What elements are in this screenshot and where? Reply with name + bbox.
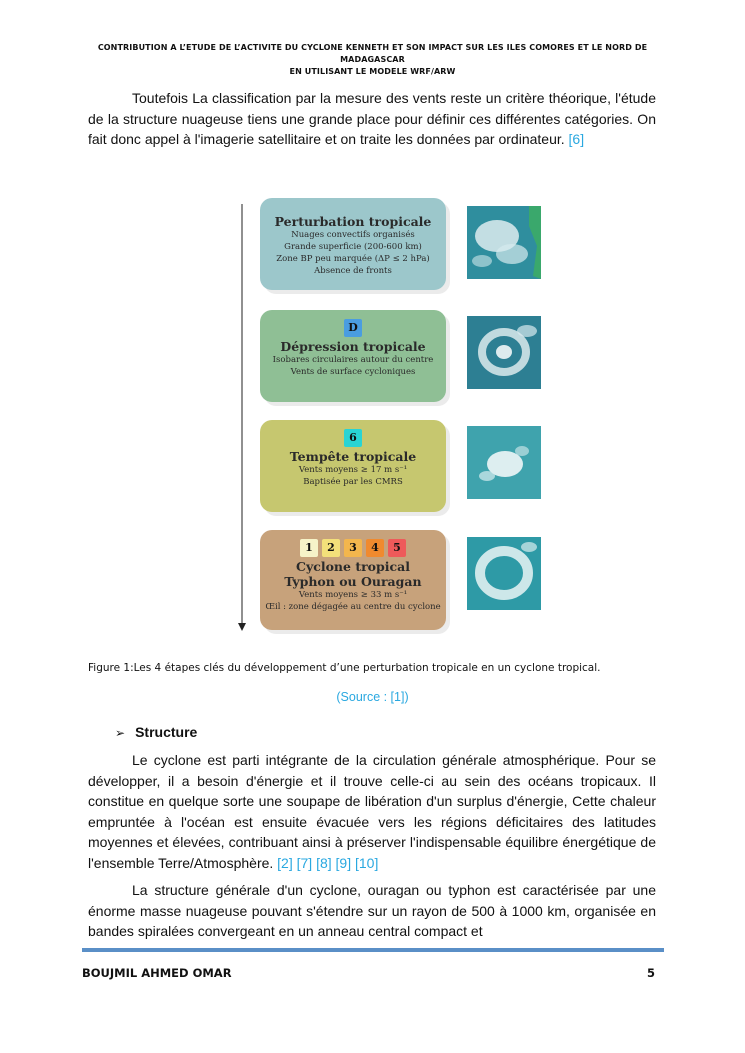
section-heading (115, 724, 197, 740)
satellite-image-cyclone (467, 537, 541, 610)
header-line-1: CONTRIBUTION A L’ETUDE DE L’ACTIVITE DU CYCLONE KENNETH ET SON IMPACT SUR LES ILES COMORES ET LE NORD DE MADAGASCAR (97, 43, 648, 64)
satellite-image-perturbation (467, 206, 541, 279)
satellite-image-tempete (467, 426, 541, 499)
stage-line: Nuages convectifs organisés (291, 230, 415, 240)
stage-title: Tempête tropicale (289, 449, 417, 464)
footer-author: BOUJMIL AHMED OMAR (82, 966, 232, 980)
para1-text: Le cyclone est parti intégrante de la circulation générale atmosphérique. Pour se développer, il a besoin d'énergie et il trouve celle-ci au sein des océans tropicaux. Il constitue en quelque sorte une soupape de libération d'un surplus d'énergie, Cette chaleur empruntée à l'océan est ensuite évacuée vers les régions déficitaires des latitudes moyennes et élevées, contribuant ainsi à préserver l'indispensable équilibre énergétique de l'ensemble Terre/Atmosphère. (88, 752, 656, 871)
stage-card-depression (260, 310, 446, 402)
section-title: Structure (135, 724, 198, 740)
para2-text: La structure générale d'un cyclone, ouragan ou typhon est caractérisée par une énorme masse nuageuse pouvant s'étendre sur un rayon de 500 à 1000 km, organisée en bandes spiralées convergeant en un anneau central compact et (88, 882, 656, 939)
stage-subtitle: Typhon ou Ouragan (284, 574, 422, 589)
para1-references[interactable]: [2] [7] [8] [9] [10] (277, 854, 379, 871)
stage-title: Perturbation tropicale (274, 214, 432, 229)
stage-line: Absence de fronts (314, 266, 392, 276)
figure-source[interactable]: (Source : [1]) (336, 690, 409, 704)
intro-reference[interactable]: [6] (568, 131, 585, 147)
page-number: 5 (646, 966, 655, 980)
stage-line: Vents moyens ≥ 33 m s⁻¹ (298, 590, 408, 600)
header-line-2: EN UTILISANT LE MODELE WRF/ARW (289, 67, 456, 76)
figure-caption: Figure 1:Les 4 étapes clés du développement d’une perturbation tropicale en un cyclone tropical. (88, 662, 601, 674)
bullet-icon: ➢ (115, 726, 126, 740)
intro-text: Toutefois La classification par la mesure des vents reste un critère théorique, l'étude de la structure nuageuse tiens une grande place pour définir ces différentes catégories. On fait donc appel à l'imagerie satellitaire et on traite les données par ordinateur. (88, 90, 656, 147)
stage-card-tempete (260, 420, 446, 512)
satellite-image-depression (467, 316, 541, 389)
stage-line: Vents moyens ≥ 17 m s⁻¹ (298, 465, 408, 475)
stage-line: Baptisée par les CMRS (303, 477, 403, 487)
cyclone-cat1-icon: 1 (300, 539, 318, 557)
cyclone-cat4-icon: 4 (366, 539, 384, 557)
cyclone-cat2-icon: 2 (322, 539, 340, 557)
stage-line: Œil : zone dégagée au centre du cyclone (265, 602, 441, 612)
cyclone-cat3-icon: 3 (344, 539, 362, 557)
timeline-arrow (234, 200, 254, 640)
running-header (80, 42, 665, 78)
cyclone-cat5-icon: 5 (388, 539, 406, 557)
structure-paragraph-2 (88, 880, 656, 942)
stage-card-cyclone (260, 530, 446, 630)
stage-title: Cyclone tropical (296, 559, 410, 574)
stage-line: Zone BP peu marquée (ΔP ≤ 2 hPa) (276, 254, 430, 264)
depression-symbol-icon: D (344, 319, 362, 337)
stage-line: Vents de surface cycloniques (290, 367, 416, 377)
stage-card-perturbation (260, 198, 446, 290)
stage-line: Isobares circulaires autour du centre (272, 355, 434, 365)
cyclone-stages-figure (230, 190, 550, 635)
footer-divider (82, 948, 664, 952)
stage-line: Grande superficie (200-600 km) (284, 242, 422, 252)
storm-symbol-icon: 6 (344, 429, 362, 447)
stage-title: Dépression tropicale (280, 339, 426, 354)
intro-paragraph (88, 88, 656, 150)
structure-paragraph-1 (88, 750, 656, 873)
